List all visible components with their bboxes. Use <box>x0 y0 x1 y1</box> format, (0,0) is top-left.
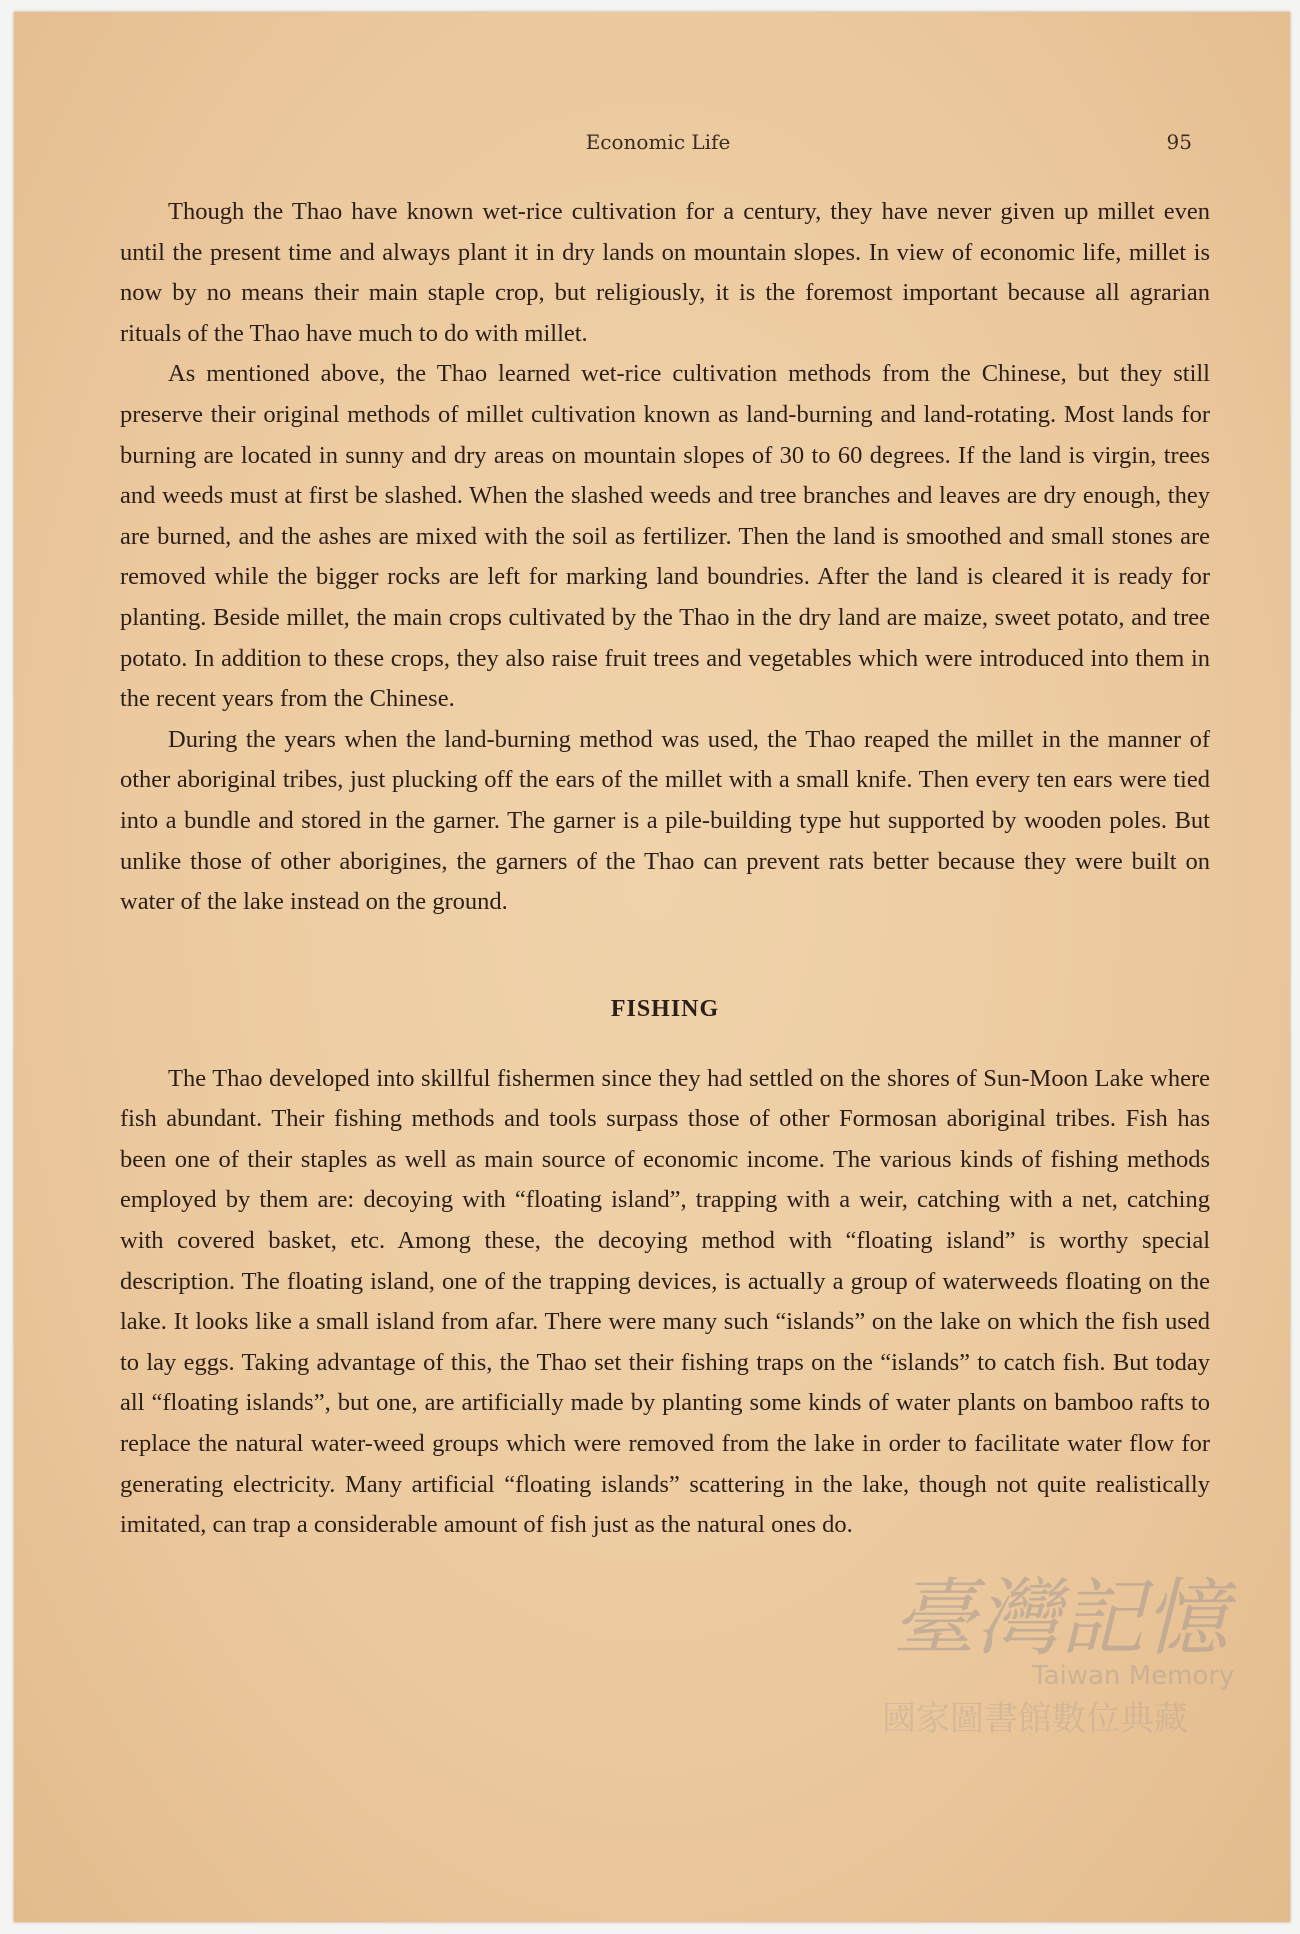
paragraph-millet-religion: Though the Thao have known wet-rice cultivation for a century, they have never given up millet even until the present time and always plant it in dry lands on mountain slopes. In view of economic life, millet is now by no means their main staple crop, but religiously, it is the foremost important because all agrarian rituals of the Thao have much to do with millet. <box>120 198 1210 347</box>
paragraph-millet-cultivation: As mentioned above, the Thao learned wet-rice cultivation methods from the Chinese, but they still preserve their original methods of millet cultivation known as land-burning and land-rotating. Most lands for burning are located in sunny and dry areas on mountain slopes of 30 to 60 degrees. If the land is virgin, trees and weeds must at first be slashed. When the slashed weeds and tree branches and leaves are dry enough, they are burned, and the ashes are mixed with the soil as fertilizer. Then the land is smoothed and small stones are removed while the bigger rocks are left for marking land boundries. After the land is cleared it is ready for planting. Beside millet, the main crops cultivated by the Thao in the dry land are maize, sweet potato, and tree potato. In addition to these crops, they also raise fruit trees and vegetables which were introduced into them in the recent years from the Chinese. <box>120 360 1210 713</box>
page-header <box>14 130 1290 160</box>
page-body <box>120 192 1210 1546</box>
paragraph-fishing: The Thao developed into skillful fishermen since they had settled on the shores of Sun-Moon Lake where fish abundant. Their fishing methods and tools surpass those of other Formosan aboriginal tribes. Fish has been one of their staples as well as main source of economic income. The various kinds of fishing methods employed by them are: decoying with “floating island”, trapping with a weir, catching with a net, catching with covered basket, etc. Among these, the decoying method with “floating island” is worthy special description. The floating island, one of the trapping devices, is actually a group of waterweeds floating on the lake. It looks like a small island from afar. There were many such “islands” on the lake on which the fish used to lay eggs. Taking advantage of this, the Thao set their fishing traps on the “islands” to catch fish. But today all “floating islands”, but one, are artificially made by planting some kinds of water plants on bamboo rafts to replace the natural water-weed groups which were removed from the lake in order to facilitate water flow for generating electricity. Many artificial “floating islands” scattering in the lake, though not quite realistically imitated, can trap a considerable amount of fish just as the natural ones do. <box>120 1064 1210 1539</box>
paragraph-millet-harvest: During the years when the land-burning method was used, the Thao reaped the millet in the manner of other aboriginal tribes, just plucking off the ears of the millet with a small knife. Then every ten ears were tied into a bundle and stored in the garner. The garner is a pile-building type hut supported by wooden poles. But unlike those of other aborigines, the garners of the Thao can prevent rats better because they were built on water of the lake instead on the ground. <box>120 725 1210 916</box>
watermark-latin: Taiwan Memory <box>1032 1661 1235 1691</box>
library-watermark <box>882 1552 1242 1782</box>
section-heading-fishing: FISHING <box>610 995 720 1022</box>
watermark-big-chars: 臺灣記憶 <box>892 1569 1229 1667</box>
running-title: Economic Life <box>585 130 731 154</box>
watermark-small-chars: 國家圖書館數位典藏 <box>882 1699 1188 1739</box>
page-number: 95 <box>1166 130 1192 154</box>
book-page <box>14 12 1290 1922</box>
